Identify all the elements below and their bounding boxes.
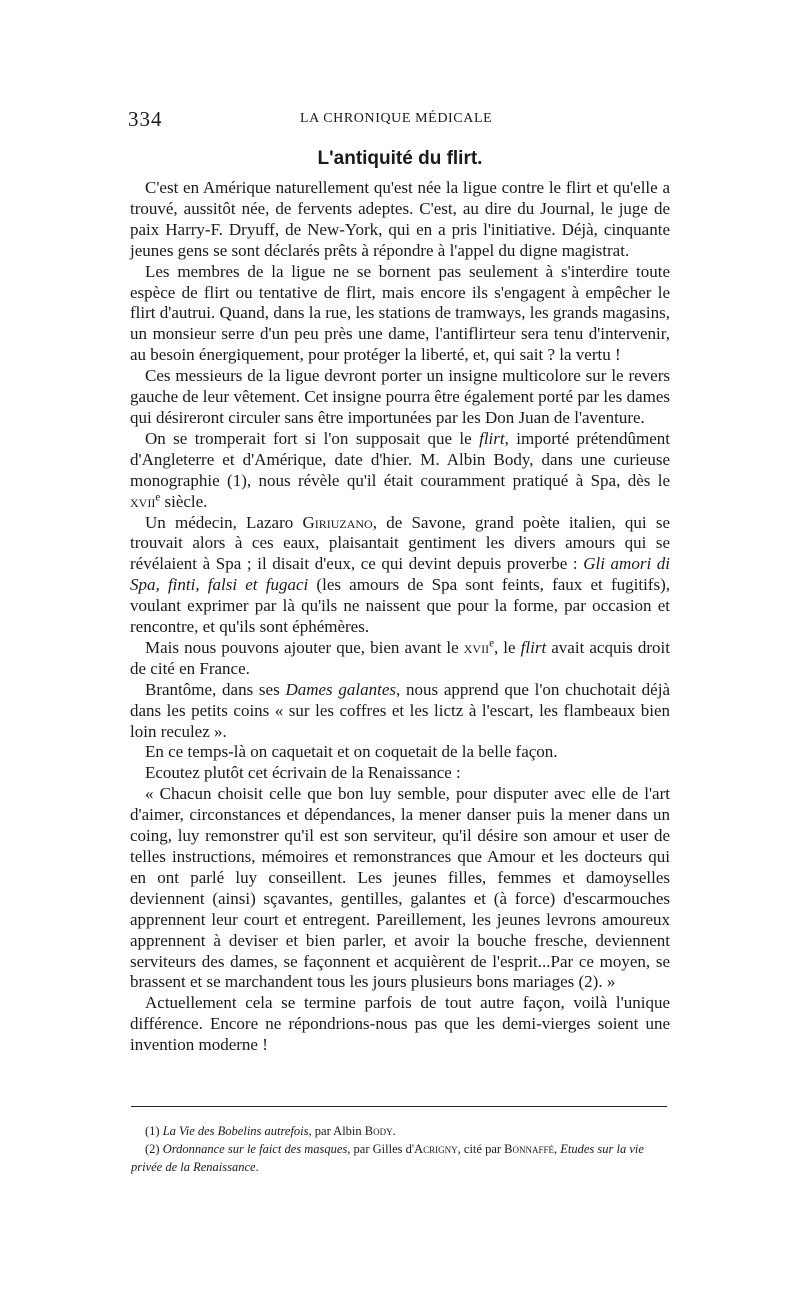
italic-term: flirt: [520, 637, 547, 657]
paragraph: [130, 429, 670, 513]
footnote-1: [131, 1122, 667, 1140]
text-run: On se tromperait fort si l'on supposait que le: [145, 428, 480, 448]
paragraph: Ecoutez plutôt cet écrivain de la Renaissance :: [145, 763, 461, 783]
paragraph: Actuellement cela se termine parfois de tout autre façon, voilà l'unique différence. Encore ne répondrions-nous pas que les demi-vierges soient une invention moderne !: [130, 993, 670, 1055]
text-run: , nous apprend que l'on chuchotait déjà dans les petits coins « sur les coffres et les lictz à l'escart, les flambeaux bien loin reculez ».: [130, 679, 670, 741]
work-title: Ordonnance sur le faict des masques: [162, 1142, 348, 1156]
person-name: Giriuzano: [302, 512, 373, 532]
footnote-2: [131, 1140, 667, 1176]
work-title: Etudes sur la vie privée de la Renaissance: [131, 1142, 644, 1174]
text-run: Mais nous pouvons ajouter que, bien avant le: [145, 637, 464, 657]
article-body: [130, 178, 670, 1056]
work-title: La Vie des Bobelins autrefois: [162, 1124, 309, 1138]
footnote-marker: (2): [145, 1142, 163, 1156]
article-title: L'antiquité du flirt.: [317, 148, 483, 169]
text-run: Brantôme, dans ses: [145, 679, 286, 699]
page-number: 334: [128, 107, 163, 131]
text-run: , de Savone, grand poète italien, qui se trouvait alors à ces eaux, plaisantait gentiment les divers amours qui se révélaient à Spa ; il disait d'eux, ce qui devint depuis proverbe :: [130, 512, 670, 574]
paragraph: [130, 513, 670, 638]
quoted-paragraph: « Chacun choisit celle que bon luy semble, pour disputer avec elle de l'art d'aimer, circonstances et dépendances, la mener danser puis la mener dans un coing, luy remonstrer qu'il est son serviteur, qu'il désire son amour et user de telles instructions, mémoires et remonstrances que Amour et les docteurs qui en ont parlé luy conseillent. Les jeunes filles, femmes et damoyselles deviennent (ainsi) sçavantes, gentilles, galantes et (à force) d'escarmouches apprennent leur court et entregent. Pareillement, les jeunes levrons amoureux apprennent à deviser et bien parler, et avoir la bouche fresche, deviennent serviteurs des dames, se façonnent et acquièrent de l'esprit...Par ce moyen, se brassent et se marchandent tous les jours plusieurs bons mariages (2). »: [130, 784, 670, 992]
footnotes: [131, 1122, 667, 1176]
century-numeral: xvii: [130, 491, 156, 511]
italic-quote: Gli amori di Spa, finti, falsi et fugaci: [130, 554, 671, 595]
text-run: Un médecin, Lazaro: [145, 512, 303, 532]
text-run: , par Albin: [308, 1124, 365, 1138]
footnote-rule: [131, 1106, 667, 1107]
text-run: , par Gilles d': [347, 1142, 415, 1156]
paragraph: [130, 638, 670, 680]
text-run: ,: [554, 1142, 561, 1156]
paragraph: Ces messieurs de la ligue devront porter un insigne multicolore sur le revers gauche de leur vêtement. Cet insigne pourra être également porté par les dames qui désireront circuler sans être importunées par les Don Juan de l'aventure.: [130, 366, 670, 427]
text-run: , cité par: [457, 1142, 505, 1156]
text-run: .: [392, 1124, 396, 1138]
author-name: Bonnaffé: [504, 1142, 555, 1156]
paragraph: [130, 680, 670, 743]
text-run: , le: [493, 637, 521, 657]
superscript: e: [489, 637, 494, 650]
author-name: Acrigny: [414, 1142, 458, 1156]
superscript: e: [155, 490, 161, 503]
footnote-marker: (1): [145, 1124, 163, 1138]
work-title: Dames galantes: [285, 679, 396, 699]
paragraph: C'est en Amérique naturellement qu'est née la ligue contre le flirt et qu'elle a trouvé, aussitôt née, de fervents adeptes. C'est, au dire du Journal, le juge de paix Harry-F. Dryuff, de New-York, qui en a pris l'initiative. Déjà, cinquante jeunes gens se sont déclarés prêts à répondre à l'appel du digne magistrat.: [130, 178, 670, 260]
text-run: avait acquis droit de cité en France.: [130, 637, 670, 678]
running-head: LA CHRONIQUE MÉDICALE: [300, 111, 493, 126]
paragraph: Les membres de la ligue ne se bornent pas seulement à s'interdire toute espèce de flirt ou tentative de flirt, mais encore ils s'engagent à empêcher le flirt d'autrui. Quand, dans la rue, les stations de tramways, les grands magasins, un monsieur serre d'un peu près une dame, l'antiflirteur sera tenu d'intervenir, au besoin énergiquement, pour protéger la liberté, et, qui sait ? la vertu !: [130, 261, 670, 365]
text-run: .: [255, 1160, 259, 1174]
author-name: Body: [364, 1124, 393, 1138]
century-numeral: xvii: [463, 637, 490, 657]
italic-term: flirt: [479, 428, 505, 448]
text-run: , importé prétendûment d'Angleterre et d'Amérique, date d'hier. M. Albin Body, dans une curieuse monographie (1), nous révèle qu'il était couramment pratiqué à Spa, dès le: [130, 428, 671, 490]
text-run: (les amours de Spa sont feints, faux et fugitifs), voulant exprimer par là qu'ils ne naissent que pour la forme, par occasion et rencontre, et qu'ils sont éphémères.: [130, 575, 670, 637]
paragraph: En ce temps-là on caquetait et on coquetait de la belle façon.: [145, 742, 558, 762]
text-run: siècle.: [160, 491, 208, 511]
